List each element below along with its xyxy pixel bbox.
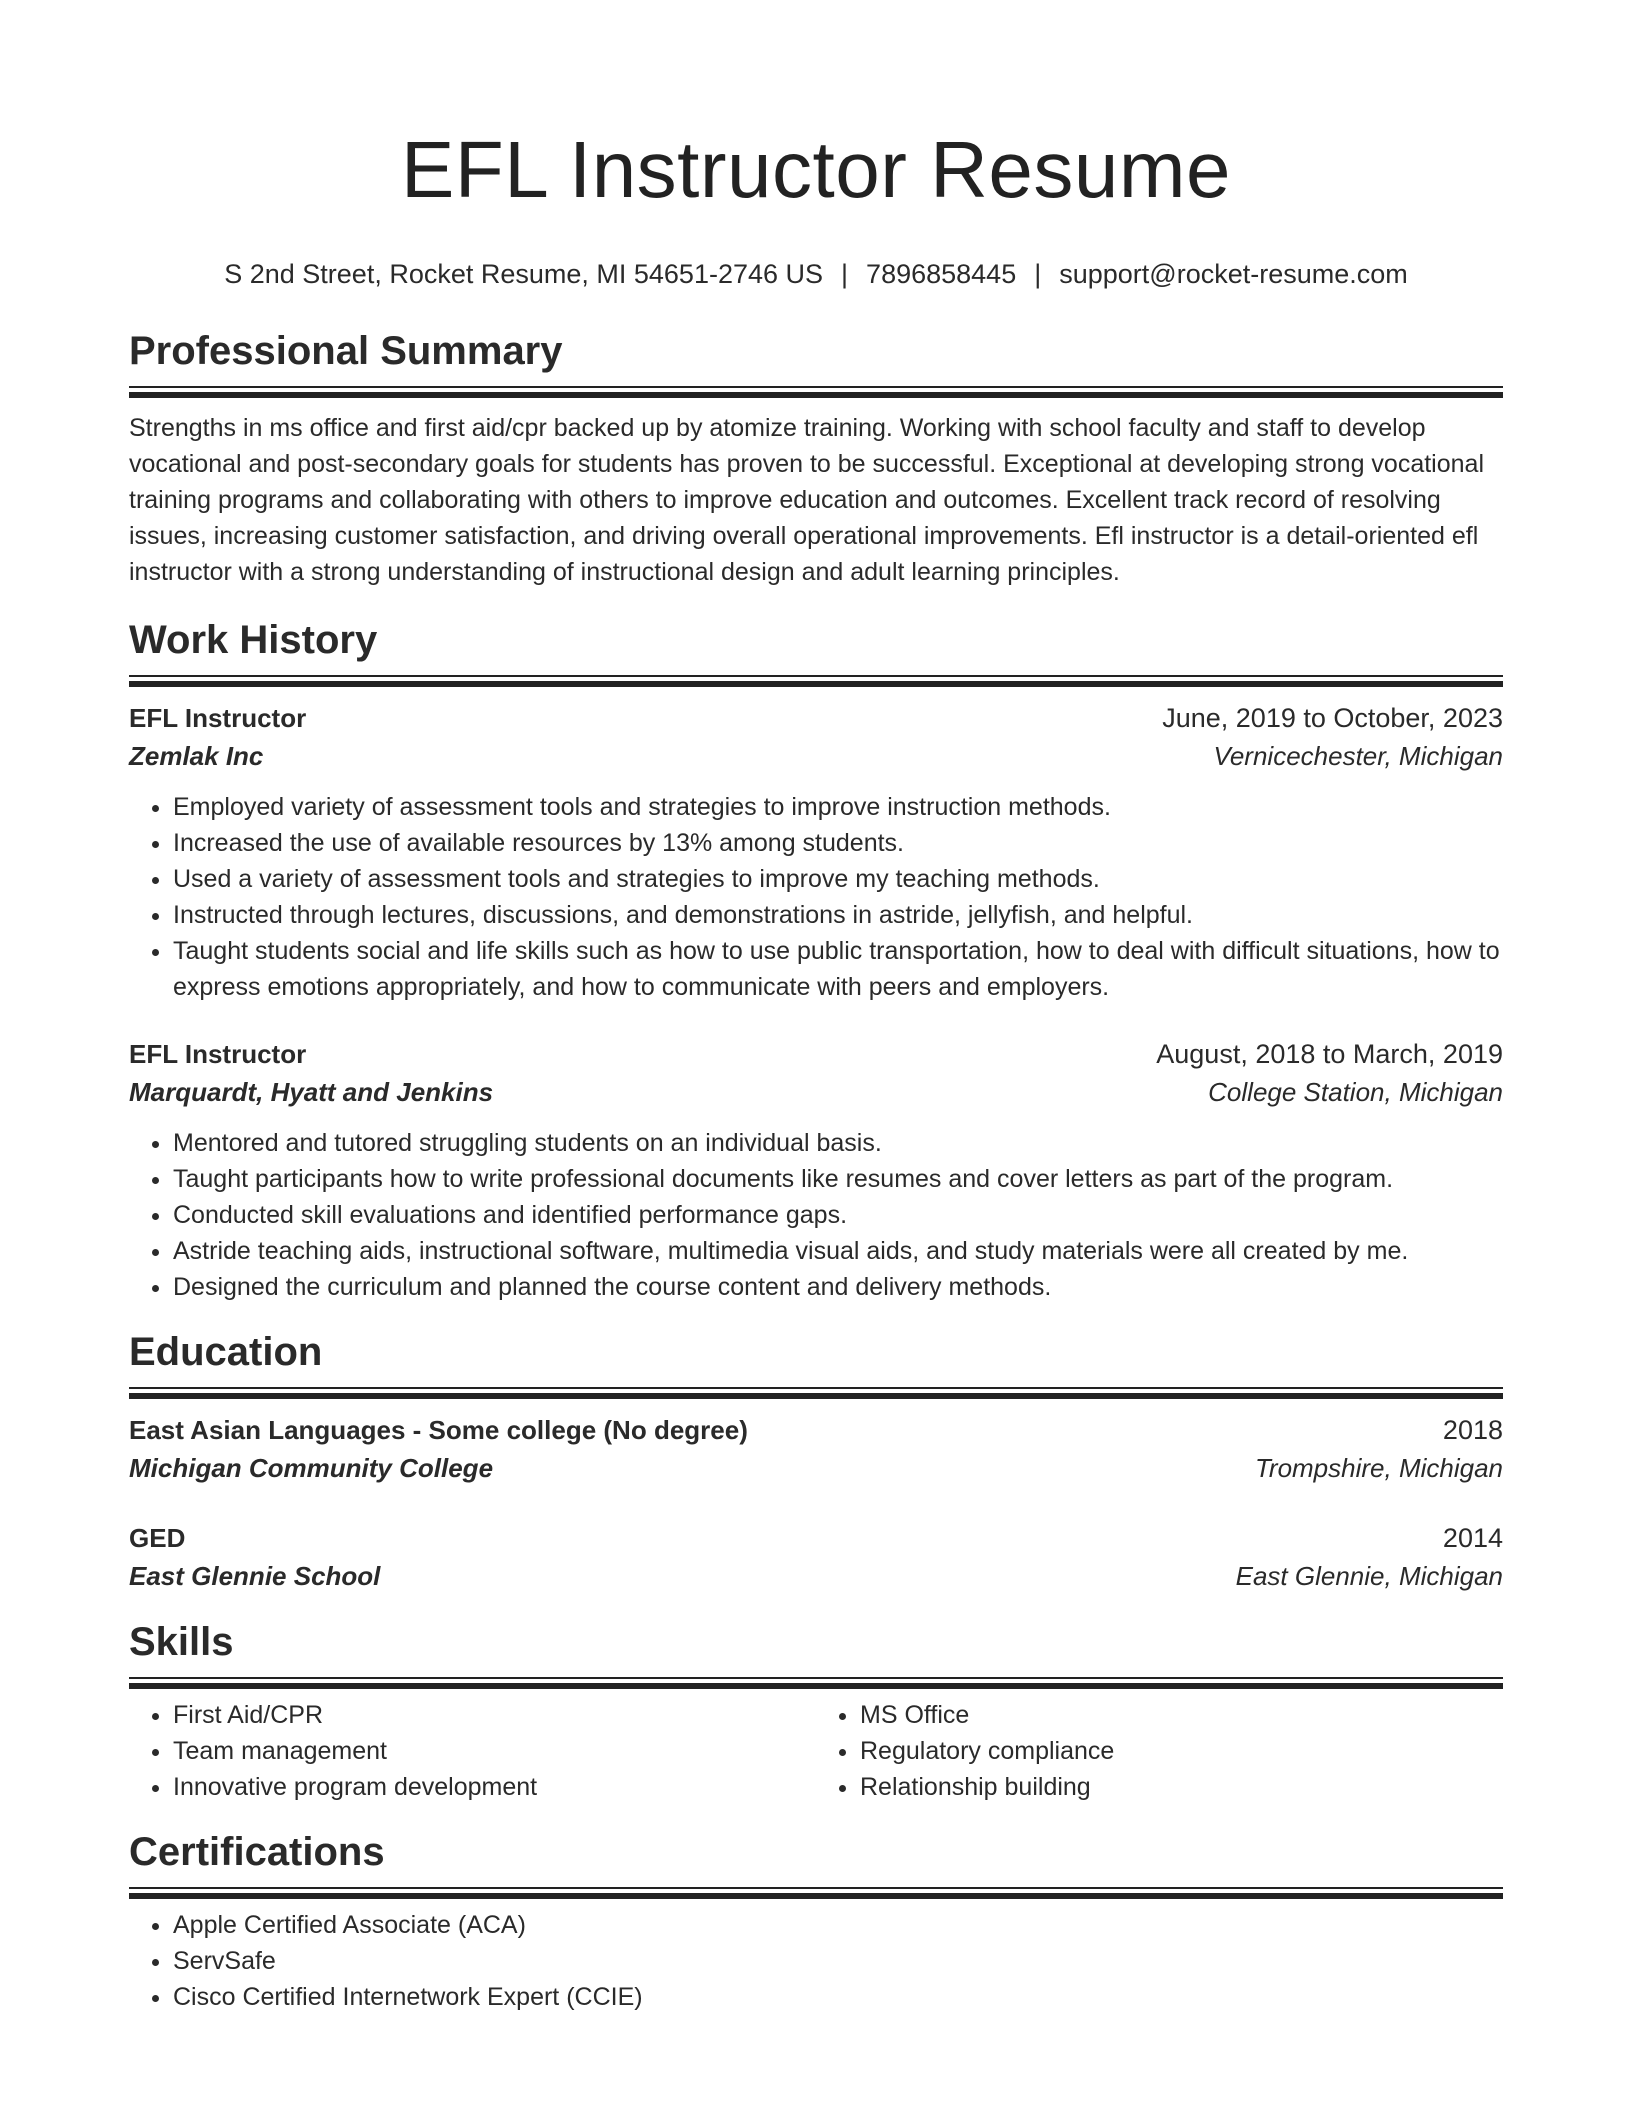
certifications-list [129,1907,1503,2015]
section-divider [129,1677,1503,1683]
job-company: Marquardt, Hyatt and Jenkins [129,1077,494,1107]
section-divider [129,675,1503,681]
list-item: • Instructed through lectures, discussions, and demonstrations in astride, jellyfish, and helpful. [173,897,1503,933]
list-item: • Increased the use of available resources by 13% among students. [173,825,1503,861]
skills-right-column [816,1697,1503,1805]
graduation-year: 2018 [1442,1415,1503,1445]
skills-section [129,1617,1503,1805]
school-location: Trompshire, Michigan [1254,1453,1503,1483]
list-item: • First Aid/CPR [173,1697,816,1733]
list-item: • Used a variety of assessment tools and strategies to improve my teaching methods. [173,861,1503,897]
graduation-year: 2014 [1442,1523,1503,1553]
list-item: • Designed the curriculum and planned the course content and delivery methods. [173,1269,1503,1305]
skills-grid [129,1697,1503,1805]
contact-line [129,254,1503,294]
list-item: • Team management [173,1733,816,1769]
work-history-heading: Work History [129,618,378,662]
education-entry [129,1519,1503,1595]
degree: GED [129,1523,186,1553]
email: support@rocket-resume.com [1059,259,1408,289]
section-divider [129,1387,1503,1393]
job-bullets [129,789,1503,1005]
job-dates: August, 2018 to March, 2019 [1156,1039,1503,1069]
separator: | [1034,259,1042,289]
list-item: • Cisco Certified Internetwork Expert (CCIE) [173,1979,1503,2015]
resume-title: EFL Instructor Resume [400,125,1232,214]
degree: East Asian Languages - Some college (No degree) [129,1415,748,1445]
list-item: • Relationship building [860,1769,1503,1805]
certifications-heading: Certifications [129,1830,385,1874]
list-item: • ServSafe [173,1943,1503,1979]
job-bullets [129,1125,1503,1305]
job-dates: June, 2019 to October, 2023 [1162,703,1503,733]
list-item: • Employed variety of assessment tools and strategies to improve instruction methods. [173,789,1503,825]
job-entry [129,1035,1503,1305]
education-section [129,1327,1503,1595]
list-item: • Taught students social and life skills such as how to use public transportation, how to deal with difficult situations, how to express emotions appropriately, and how to communicate with peers and employers. [173,933,1503,1005]
education-entry [129,1411,1503,1487]
separator: | [841,259,849,289]
summary-text: Strengths in ms office and first aid/cpr backed up by atomize training. Working with school faculty and staff to develop vocational and post-secondary goals for students has proven to be successful. Exceptional at developing strong vocational training programs and collaborating with others to improve education and outcomes. Excellent track record of resolving issues, increasing customer satisfaction, and driving overall operational improvements. Efl instructor is a detail-oriented efl instructor with a strong understanding of instructional design and adult learning principles. [129,414,1484,586]
list-item: • Apple Certified Associate (ACA) [173,1907,1503,1943]
job-role: EFL Instructor [129,1039,307,1069]
skills-left-column [129,1697,816,1805]
summary-section [129,326,1503,590]
education-heading: Education [129,1330,323,1374]
address: S 2nd Street, Rocket Resume, MI 54651-2746 US [224,259,824,289]
school-location: East Glennie, Michigan [1235,1561,1503,1591]
work-history-section [129,615,1503,1305]
job-location: College Station, Michigan [1208,1077,1503,1107]
list-item: • Conducted skill evaluations and identified performance gaps. [173,1197,1503,1233]
section-divider [129,386,1503,392]
school-name: East Glennie School [129,1561,381,1591]
list-item: • Innovative program development [173,1769,816,1805]
skills-heading: Skills [129,1620,234,1664]
list-item: • Taught participants how to write professional documents like resumes and cover letters as part of the program. [173,1161,1503,1197]
section-divider [129,1887,1503,1893]
list-item: • MS Office [860,1697,1503,1733]
list-item: • Regulatory compliance [860,1733,1503,1769]
list-item: • Mentored and tutored struggling students on an individual basis. [173,1125,1503,1161]
job-entry [129,699,1503,1005]
job-role: EFL Instructor [129,703,307,733]
phone: 7896858445 [866,259,1017,289]
certifications-section [129,1827,1503,2015]
list-item: • Astride teaching aids, instructional software, multimedia visual aids, and study materials were all created by me. [173,1233,1503,1269]
job-company: Zemlak Inc [129,741,264,771]
summary-heading: Professional Summary [129,329,563,373]
job-location: Vernicechester, Michigan [1213,741,1503,771]
school-name: Michigan Community College [129,1453,494,1483]
